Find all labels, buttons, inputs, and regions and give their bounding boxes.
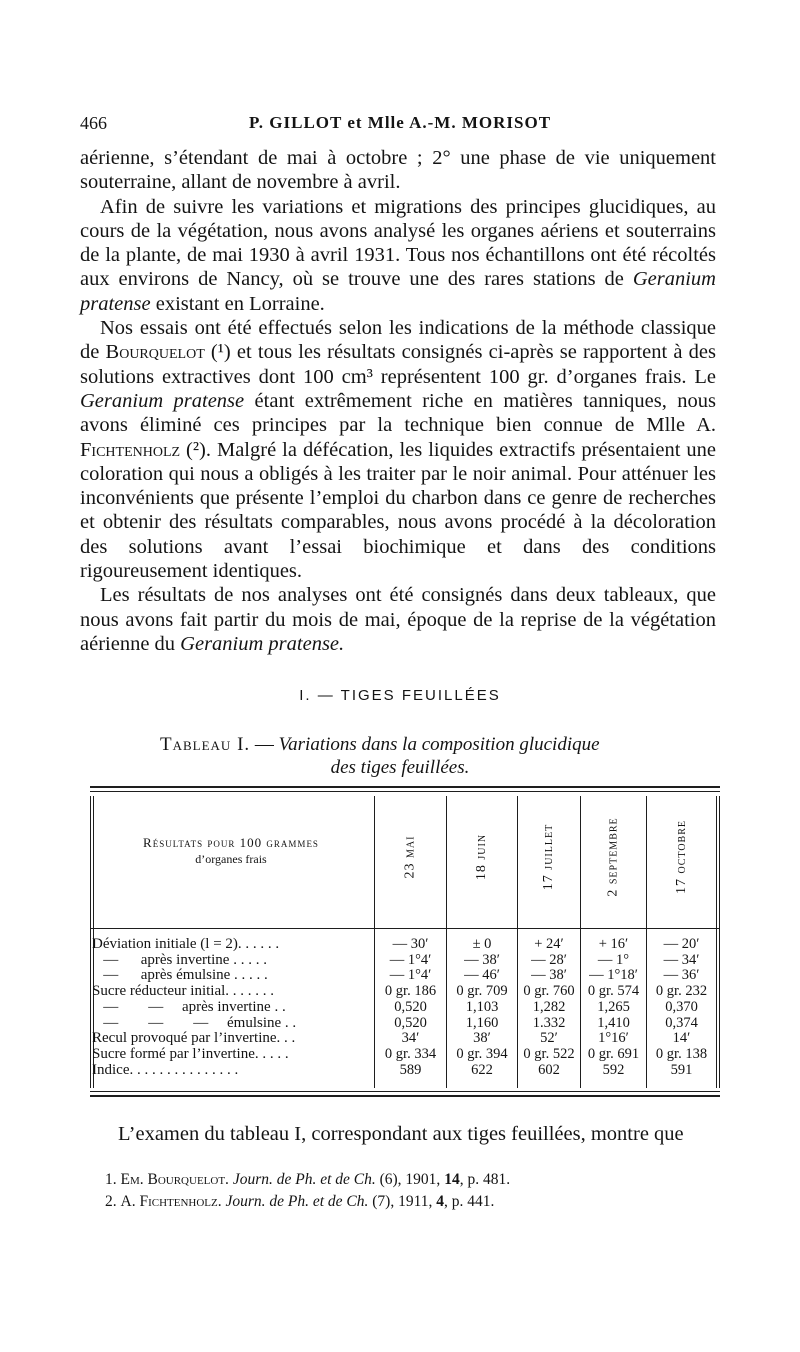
table-cell: 591: [670, 1061, 693, 1078]
column-header-5: [647, 798, 716, 916]
page-number: 466: [80, 113, 107, 133]
table-title-line-2: des tiges feuillées.: [330, 757, 470, 778]
table-cell: — 1°: [597, 951, 630, 968]
column-header-text: 17 juillet: [541, 823, 557, 891]
table-cell: 1°16′: [598, 1030, 629, 1047]
footnote-page: , p. 481.: [459, 1171, 511, 1188]
row-label: — après émulsine . . . . .: [92, 968, 268, 984]
row-label: Indice. . . . . . . . . . . . . . .: [92, 1062, 239, 1078]
body-text: [80, 146, 716, 656]
column-header-text: 17 octobre: [673, 820, 689, 894]
table-caption: [160, 733, 680, 757]
section-title: I. — TIGES FEUILLÉES: [299, 687, 501, 704]
table-bottom-rule-thin: [90, 1091, 720, 1092]
table-cell: 52′: [540, 1030, 558, 1047]
paragraph-2-text: Afin de suivre les variations et migrations des principes glucidiques, au cours de la végétation, nous avons analysé les organes aériens et souterrains de la plante, de mai 1930 à avril 1931. Tous nos échantillons ont été récoltés aux environs de Nancy, où se trouve une des rares stations de: [80, 195, 716, 291]
caption-dash: —: [250, 734, 279, 755]
row-label: — après invertine . . . . .: [92, 952, 267, 968]
paragraph-4-text: Les résultats de nos analyses ont été consignés dans deux tableaux, que nous avons fait partir du mois de mai, époque de la reprise de la végétation aérienne du: [80, 584, 716, 655]
table-cell: 0 gr. 232: [655, 983, 708, 1000]
footnote-author: A. Fichtenholz.: [120, 1193, 222, 1210]
paragraph-4: [80, 583, 716, 656]
row-label: Déviation initiale (l = 2). . . . . .: [92, 937, 280, 952]
table-cell: 1,265: [597, 998, 630, 1015]
row-labels: [92, 937, 372, 1078]
footnote-author: Em. Bourquelot.: [120, 1171, 229, 1188]
table-cell: 0 gr. 522: [523, 1045, 575, 1062]
footnotes: [105, 1169, 725, 1213]
table-cell: 0 gr. 138: [655, 1045, 708, 1062]
table-cell: — 38′: [531, 967, 567, 984]
table-cell: — 20′: [663, 936, 700, 952]
table-cell: — 1°4′: [389, 951, 432, 968]
running-head: P. GILLOT et Mlle A.-M. MORISOT: [248, 113, 552, 132]
table-cell: 14′: [672, 1030, 691, 1047]
table-cell: 589: [399, 1061, 422, 1078]
row-label: — — après invertine . .: [92, 999, 286, 1015]
table-cell: 38′: [473, 1030, 491, 1047]
column-header-1: [375, 798, 446, 916]
table-cell: 0 gr. 760: [523, 983, 575, 1000]
table-header-rule: [90, 928, 720, 929]
column-header-3: [518, 798, 580, 916]
paragraph-2-end: existant en Lorraine.: [150, 292, 325, 315]
paragraph-1-text: aérienne, s’étendant de mai à octobre ; 2° une phase de vie uniquement souterraine, allant de novembre à avril.: [80, 147, 716, 194]
table-cell: — 38′: [464, 951, 500, 968]
row-label: — — — émulsine . .: [92, 1015, 297, 1031]
paragraph-3-text-a: Nos essais ont été effectués selon les indications de la méthode classique de: [80, 317, 716, 364]
table-cell: + 16′: [598, 936, 629, 952]
page-header: [80, 113, 720, 137]
species-name: Geranium pratense: [80, 389, 245, 412]
table-cell: 0,520: [394, 998, 427, 1015]
column-header-2: [447, 798, 517, 916]
row-label: Sucre réducteur initial. . . . . . .: [92, 984, 275, 1000]
table-cell: 0 gr. 394: [456, 1045, 508, 1062]
column-header-text: 2 septembre: [605, 817, 621, 897]
table-cell: — 1°18′: [589, 967, 638, 984]
table-bottom-rule: [90, 1095, 720, 1097]
footnote-journal: Journ. de Ph. et de Ch.: [228, 1171, 376, 1188]
table-cell: 0 gr. 709: [456, 983, 508, 1000]
paragraph-3-text-c: étant extrêmement riche en matières tanniques, nous avons éliminé ces principes par la technique bien connue de Mlle A.: [80, 389, 716, 437]
footnote-page: , p. 441.: [444, 1193, 495, 1210]
table-cell: 0,370: [665, 998, 698, 1015]
table-cell: — 1°4′: [389, 967, 432, 984]
data-column-2: [447, 937, 517, 1078]
table-cell: 0 gr. 691: [587, 1045, 640, 1062]
table-cell: 1.332: [532, 1014, 566, 1031]
footnote-number: 2.: [105, 1193, 121, 1210]
data-column-3: [518, 937, 580, 1078]
table-cell: 1,410: [597, 1014, 630, 1031]
table-border-right: [719, 796, 720, 1088]
table-cell: 602: [538, 1061, 560, 1078]
footnote-volume: 14: [444, 1171, 460, 1188]
column-header-4: [581, 798, 646, 916]
paragraph-3: [80, 316, 716, 583]
footnote-issue: (7), 1911,: [368, 1193, 437, 1210]
author-name: Bourquelot: [105, 341, 205, 364]
table-cell: — 36′: [663, 967, 700, 984]
footnote-issue: (6), 1901,: [375, 1171, 445, 1188]
table-cell: 1,103: [465, 998, 499, 1015]
row-label: Recul provoqué par l’invertine. . .: [92, 1031, 296, 1047]
data-column-4: [581, 937, 646, 1078]
paragraph-3-text-b: et tous les résultats consignés ci-après se rapportent à des solutions extractives dont 100 cm³ représentent 100 gr. d’organes frais. Le: [80, 341, 716, 388]
table-cell: ± 0: [472, 936, 492, 952]
column-header-text: 23 mai: [402, 835, 418, 879]
author-name: Fichtenholz: [80, 438, 181, 461]
data-table: [90, 786, 720, 1098]
table-stub-header: [90, 834, 372, 868]
table-title-line-1: Variations dans la composition glucidique: [278, 734, 600, 755]
stub-header-line-2: d’organes frais: [195, 852, 267, 866]
footnote-number: 1.: [105, 1171, 121, 1188]
species-name: Geranium pratense: [80, 268, 716, 315]
table-cell: 592: [602, 1061, 625, 1078]
footnote-journal: Journ. de Ph. et de Ch.: [221, 1193, 369, 1210]
table-top-rule: [90, 786, 720, 788]
table-cell: — 34′: [663, 951, 700, 968]
table-cell: 0 gr. 334: [384, 1045, 437, 1062]
footnote-ref-1: (¹): [204, 341, 237, 364]
data-column-1: [375, 937, 446, 1078]
table-cell: 0,374: [665, 1014, 698, 1031]
table-cell: + 24′: [534, 936, 564, 952]
table-label: Tableau I.: [160, 734, 251, 755]
table-cell: 1,160: [465, 1014, 499, 1031]
table-cell: — 28′: [531, 951, 567, 968]
row-label: Sucre formé par l’invertine. . . . .: [92, 1046, 289, 1062]
footnote-1: [105, 1169, 725, 1191]
table-cell: 0 gr. 186: [384, 983, 437, 1000]
table-cell: 622: [471, 1061, 493, 1078]
data-column-5: [647, 937, 716, 1078]
species-name: Geranium pratense.: [180, 632, 345, 655]
closing-sentence: L’examen du tableau I, correspondant aux tiges feuillées, montre que: [118, 1123, 684, 1145]
table-cell: 1,282: [532, 998, 566, 1015]
table-top-rule-thin: [90, 791, 720, 792]
table-cell: 34′: [401, 1030, 420, 1047]
table-cell: — 30′: [392, 936, 429, 952]
stub-header-line-1: Résultats pour 100 grammes: [143, 835, 319, 850]
footnote-ref-2: (²).: [180, 438, 217, 461]
footnote-2: [105, 1191, 725, 1213]
table-cell: 0 gr. 574: [587, 983, 640, 1000]
column-header-text: 18 juin: [473, 833, 489, 881]
table-cell: — 46′: [464, 967, 500, 984]
table-cell: 0,520: [394, 1014, 427, 1031]
footnote-volume: 4: [436, 1193, 445, 1210]
paragraph-3-text-d: Malgré la défécation, les liquides extractifs présentaient une coloration qui nous a obligés à les traiter par le noir animal. Pour atténuer les inconvénients que présente l’emploi du charbon dans ce genre de recherches et obtenir des résultats comparables, nous avons procédé à la décoloration des solutions avant l’essai biochimique et dans des conditions rigoureusement identiques.: [80, 438, 716, 583]
table-border-right-inner: [716, 796, 717, 1088]
paragraph-2: [80, 195, 716, 316]
paragraph-1: [80, 146, 716, 195]
